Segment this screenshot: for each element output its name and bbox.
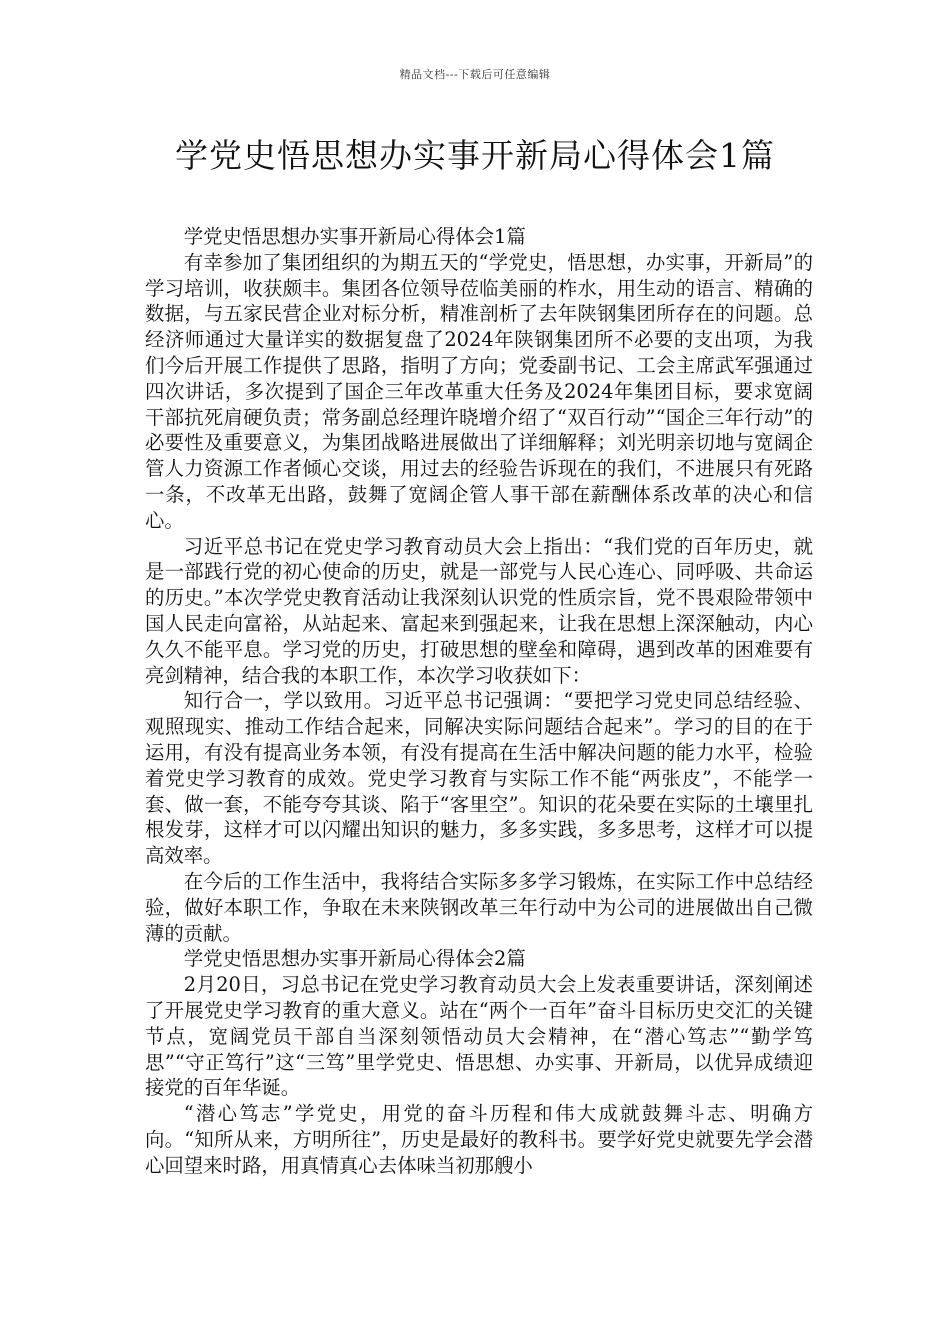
- paragraph-subtitle-1: 学党史悟思想办实事开新局心得体会1篇: [183, 225, 526, 248]
- document-title: 学党史悟思想办实事开新局心得体会1篇: [175, 136, 775, 175]
- paragraph: “潜心笃志”学党史，用党的奋斗历程和伟大成就鼓舞斗志、明确方向。“知所从来，方明所往”，历史是最好的教科书。要学好党史就要先学会潜心回望来时路，用真情真心去体味当初那艘小: [145, 1102, 813, 1177]
- document-body: [145, 224, 813, 1178]
- paragraph-subtitle-2: 学党史悟思想办实事开新局心得体会2篇: [183, 947, 526, 971]
- paragraph: 知行合一，学以致用。习近平总书记强调：“要把学习党史同总结经验、观照现实、推动工作结合起来，同解决实际问题结合起来”。学习的目的在于运用，有没有提高业务本领，有没有提高在生活中解决问题的能力水平，检验着党史学习教育的成效。党史学习教育与实际工作不能“两张皮”，不能学一套、做一套，不能夸夸其谈、陷于“客里空”。知识的花朵要在实际的土壤里扎根发芽，这样才可以闪耀出知识的魅力，多多实践，多多思考，这样才可以提高效率。: [145, 689, 813, 868]
- paragraph: 习近平总书记在党史学习教育动员大会上指出：“我们党的百年历史，就是一部践行党的初心使命的历史，就是一部党与人民心连心、同呼吸、共命运的历史。”本次学党史教育活动让我深刻认识党的性质宗旨，党不畏艰险带领中国人民走向富裕，从站起来、富起来到强起来，让我在思想上深深触动，内心久久不能平息。学习党的历史，打破思想的壁垒和障碍，遇到改革的困难要有亮剑精神，结合我的本职工作，本次学习收获如下：: [145, 534, 813, 687]
- page-header: 精品文档---下载后可任意编辑: [399, 68, 551, 81]
- paragraph: 2月20日，习总书记在党史学习教育动员大会上发表重要讲话，深刻阐述了开展党史学习教育的重大意义。站在“两个一百年”奋斗目标历史交汇的关键节点，宽阔党员干部自当深刻领悟动员大会精神，在“潜心笃志”“勤学笃思”“守正笃行”这“三笃”里学党史、悟思想、办实事、开新局，以优异成绩迎接党的百年华诞。: [145, 973, 813, 1100]
- paragraph: 有幸参加了集团组织的为期五天的“学党史，悟思想，办实事，开新局”的学习培训，收获颇丰。集团各位领导莅临美丽的柞水，用生动的语言、精确的数据，与五家民营企业对标分析，精准剖析了去年陕钢集团所存在的问题。总经济师通过大量详实的数据复盘了2024年陕钢集团所不必要的支出项，为我们今后开展工作提供了思路，指明了方向；党委副书记、工会主席武军强通过四次讲话，多次提到了国企三年改革重大任务及2024年集团目标，要求宽阔干部抗死肩硬负责；常务副总经理许晓增介绍了“双百行动”“国企三年行动”的必要性及重要意义，为集团战略进展做出了详细解释；刘光明亲切地与宽阔企管人力资源工作者倾心交谈，用过去的经验告诉现在的我们，不进展只有死路一条，不改革无出路，鼓舞了宽阔企管人事干部在薪酬体系改革的决心和信心。: [145, 250, 813, 532]
- paragraph: 在今后的工作生活中，我将结合实际多多学习锻炼，在实际工作中总结经验，做好本职工作，争取在未来陕钢改革三年行动中为公司的进展做出自己微薄的贡献。: [145, 869, 813, 945]
